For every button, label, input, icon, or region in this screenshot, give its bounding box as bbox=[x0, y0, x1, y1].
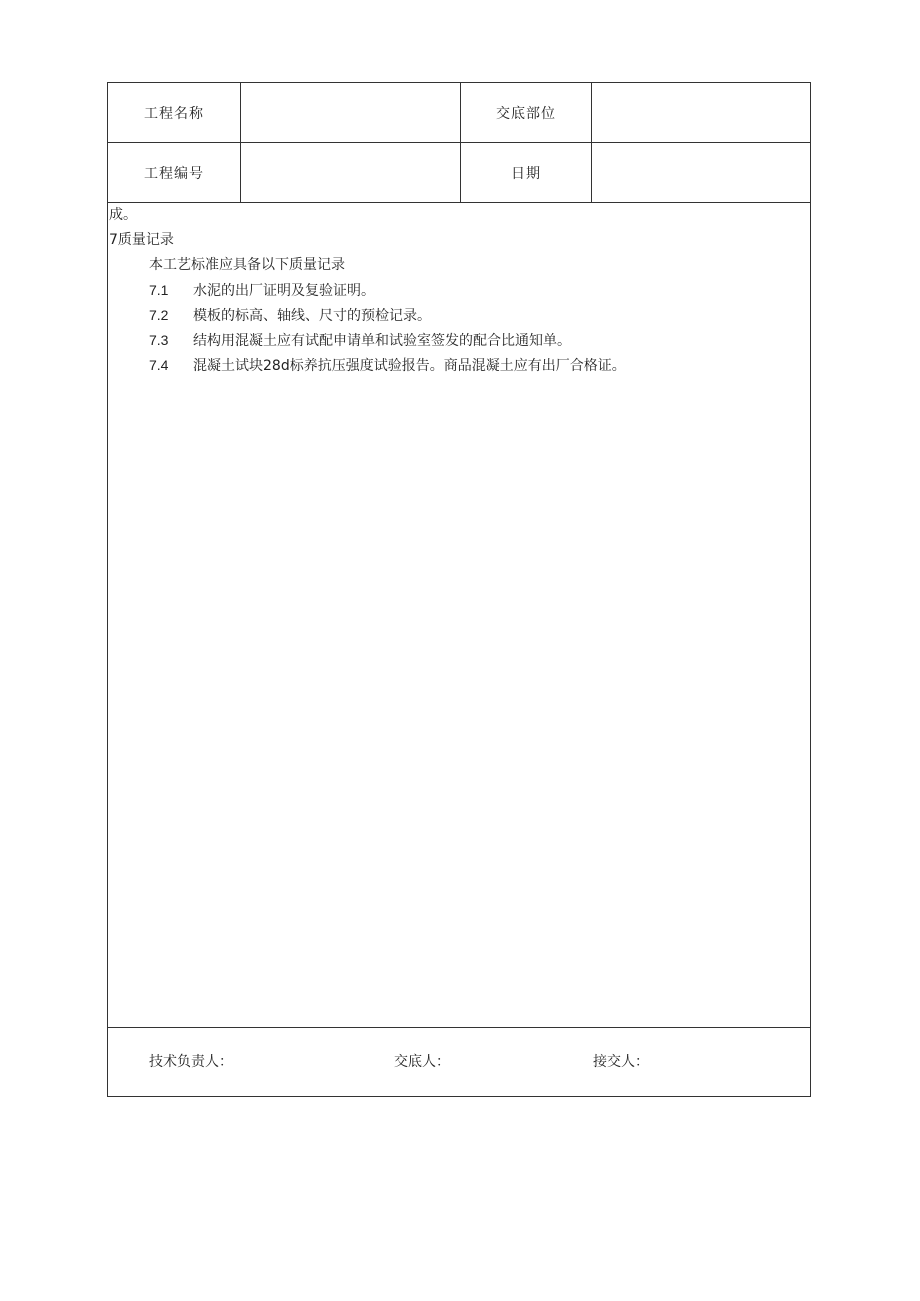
handover-by-signature-label: 交底人： bbox=[394, 1054, 450, 1070]
list-item bbox=[149, 305, 431, 326]
receiver-signature-label: 接交人： bbox=[593, 1054, 649, 1070]
item-number: 7.2 bbox=[149, 307, 169, 323]
item-text: 结构用混凝土应有试配申请单和试验室签发的配合比通知单。 bbox=[193, 333, 571, 349]
list-item bbox=[149, 280, 375, 301]
item-number: 7.3 bbox=[149, 332, 169, 348]
tech-lead-signature-label: 技术负责人： bbox=[149, 1054, 233, 1070]
item-text: 模板的标高、轴线、尺寸的预检记录。 bbox=[193, 308, 431, 324]
date-label: 日期 bbox=[461, 143, 592, 202]
project-name-field[interactable] bbox=[241, 83, 461, 142]
section-intro: 本工艺标准应具备以下质量记录 bbox=[149, 257, 345, 273]
header-row-1 bbox=[108, 83, 810, 143]
item-text: 混凝土试块28d标养抗压强度试验报告。商品混凝土应有出厂合格证。 bbox=[193, 358, 626, 374]
signature-row bbox=[108, 1028, 810, 1096]
handover-form bbox=[107, 82, 811, 1097]
section-title: 7质量记录 bbox=[109, 232, 174, 248]
project-name-label: 工程名称 bbox=[108, 83, 241, 142]
item-number: 7.4 bbox=[149, 357, 169, 373]
item-number: 7.1 bbox=[149, 282, 169, 298]
content-area bbox=[108, 203, 810, 1028]
project-number-field[interactable] bbox=[241, 143, 461, 202]
header-row-2 bbox=[108, 143, 810, 203]
handover-part-label: 交底部位 bbox=[461, 83, 592, 142]
continuation-text: 成。 bbox=[109, 207, 137, 223]
item-text: 水泥的出厂证明及复验证明。 bbox=[193, 283, 375, 299]
list-item bbox=[149, 330, 571, 351]
list-item bbox=[149, 355, 626, 376]
project-number-label: 工程编号 bbox=[108, 143, 241, 202]
date-field[interactable] bbox=[592, 143, 810, 202]
handover-part-field[interactable] bbox=[592, 83, 810, 142]
